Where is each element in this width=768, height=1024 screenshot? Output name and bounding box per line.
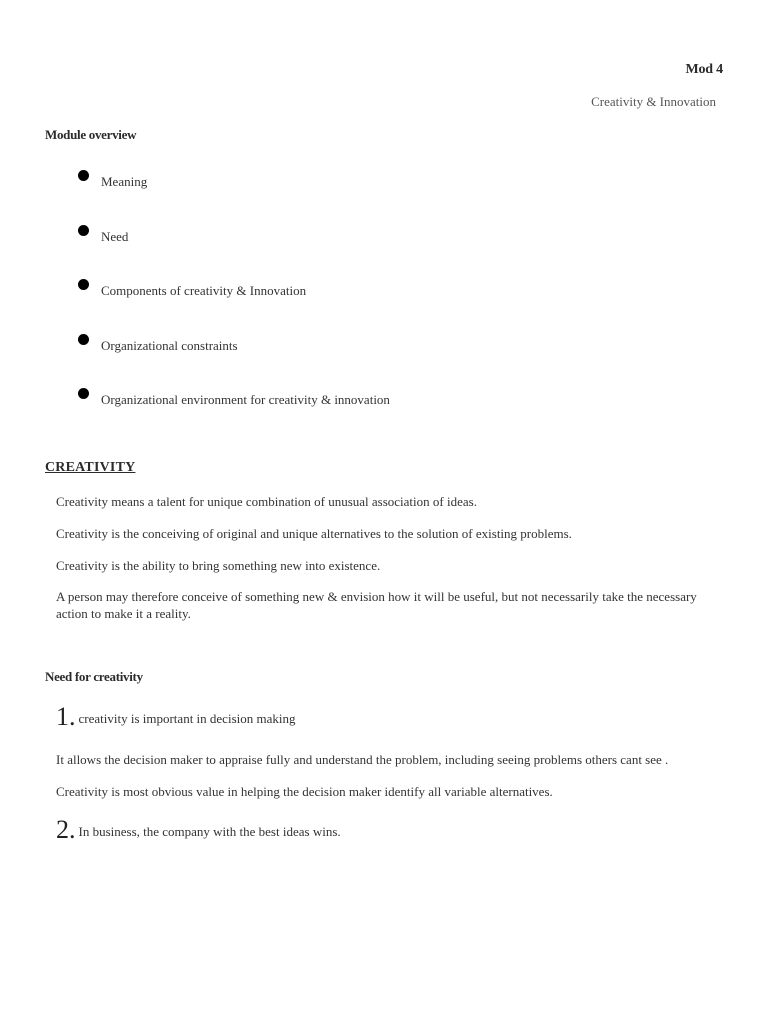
numbered-point-1 xyxy=(56,702,295,732)
creativity-paragraph: Creativity is the conceiving of original and unique alternatives to the solution of existing problems. xyxy=(56,526,572,541)
bullet-icon xyxy=(78,388,89,399)
list-item-label: Components of creativity & Innovation xyxy=(101,283,307,298)
creativity-paragraph: Creativity means a talent for unique combination of unusual association of ideas. xyxy=(56,494,477,509)
bullet-icon xyxy=(78,225,89,236)
point-number: 2. xyxy=(56,815,76,844)
need-paragraph: Creativity is most obvious value in helping the decision maker identify all variable alternatives. xyxy=(56,784,553,799)
list-item-label: Organizational environment for creativity & innovation xyxy=(101,392,390,407)
module-number: Mod 4 xyxy=(685,62,723,77)
creativity-heading: CREATIVITY xyxy=(45,460,136,475)
list-item-label: Need xyxy=(101,228,129,244)
bullet-icon xyxy=(78,279,89,290)
bullet-icon xyxy=(78,170,89,181)
overview-heading: Module overview xyxy=(45,127,137,142)
creativity-paragraph: A person may therefore conceive of something new & envision how it will be useful, but not necessarily take the necessary action to make it a reality. xyxy=(56,589,697,621)
point-text: In business, the company with the best ideas wins. xyxy=(78,824,341,839)
need-paragraph: It allows the decision maker to appraise fully and understand the problem, including seeing problems others cant see . xyxy=(56,752,669,767)
list-item-label: Organizational constraints xyxy=(101,337,238,353)
creativity-paragraph: Creativity is the ability to bring something new into existence. xyxy=(56,558,381,573)
numbered-point-2 xyxy=(56,815,341,845)
point-number: 1. xyxy=(56,702,76,731)
point-text: creativity is important in decision making xyxy=(78,711,296,726)
list-item-label: Meaning xyxy=(101,174,148,189)
module-subtitle: Creativity & Innovation xyxy=(591,94,716,109)
bullet-icon xyxy=(78,334,89,345)
need-heading: Need for creativity xyxy=(45,669,143,684)
